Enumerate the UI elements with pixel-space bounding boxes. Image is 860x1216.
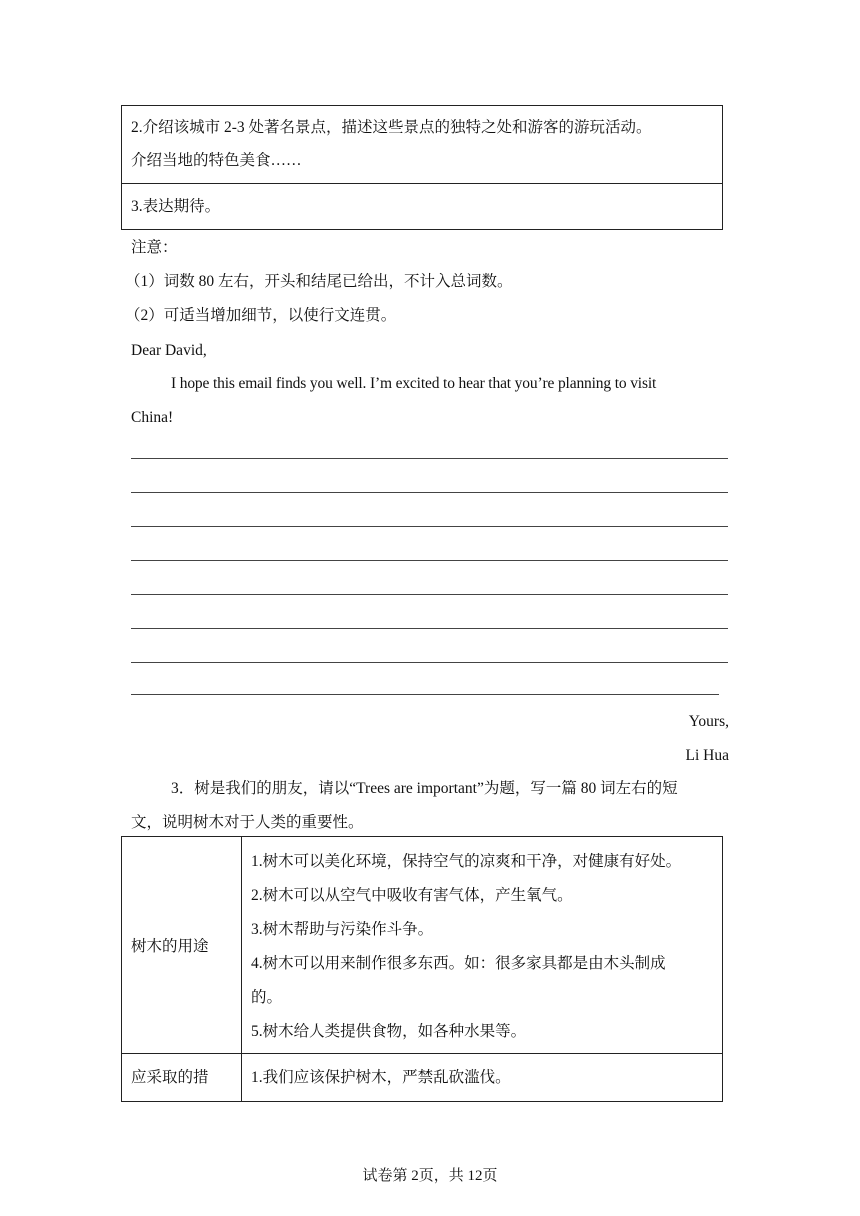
table-row-text: 介绍当地的特色美食……	[131, 152, 302, 169]
writing-line	[131, 594, 728, 595]
writing-line	[131, 560, 728, 561]
table-cell-item: 4.树木可以用来制作很多东西。如：很多家具都是由木头制成	[251, 955, 666, 972]
table-header-cell: 应采取的措	[131, 1069, 209, 1086]
writing-line	[131, 628, 728, 629]
writing-line	[131, 526, 728, 527]
notes-item: （2）可适当增加细节，以使行文连贯。	[125, 307, 397, 324]
notes-item: （1）词数 80 左右，开头和结尾已给出，不计入总词数。	[125, 273, 513, 290]
table-cell-item: 3.树木帮助与污染作斗争。	[251, 921, 434, 938]
table-row-text: 2.介绍该城市 2-3 处著名景点，描述这些景点的独特之处和游客的游玩活动。	[131, 119, 652, 136]
table-divider	[121, 183, 722, 184]
table-row-text: 3.表达期待。	[131, 198, 221, 215]
writing-line	[131, 492, 728, 493]
letter-greeting: Dear David,	[131, 342, 207, 359]
table-cell-item: 的。	[251, 989, 283, 1006]
page-number: 试卷第 2页，共 12页	[362, 1168, 498, 1184]
letter-opening: I hope this email finds you well. I’m excited to hear that you’re planning to visit	[171, 375, 657, 392]
letter-opening: China!	[131, 409, 174, 426]
table-cell-item: 1.我们应该保护树木，严禁乱砍滥伐。	[251, 1069, 511, 1086]
letter-signature: Li Hua	[685, 747, 729, 764]
writing-line	[131, 662, 728, 663]
table-header-cell: 树木的用途	[131, 938, 209, 955]
table-cell-item: 1.树木可以美化环境，保持空气的凉爽和干净，对健康有好处。	[251, 853, 682, 870]
table-cell-item: 2.树木可以从空气中吸收有害气体，产生氧气。	[251, 887, 573, 904]
notes-title: 注意：	[131, 239, 178, 256]
question-text: 3．树是我们的朋友，请以“Trees are important”为题，写一篇 80 词左右的短	[171, 780, 678, 797]
table-divider	[121, 1053, 722, 1054]
table-divider	[241, 836, 242, 1101]
letter-closing: Yours,	[688, 713, 729, 730]
table-cell-item: 5.树木给人类提供食物，如各种水果等。	[251, 1023, 527, 1040]
writing-line	[131, 458, 728, 459]
writing-line	[131, 694, 719, 695]
question-text: 文，说明树木对于人类的重要性。	[131, 814, 364, 831]
